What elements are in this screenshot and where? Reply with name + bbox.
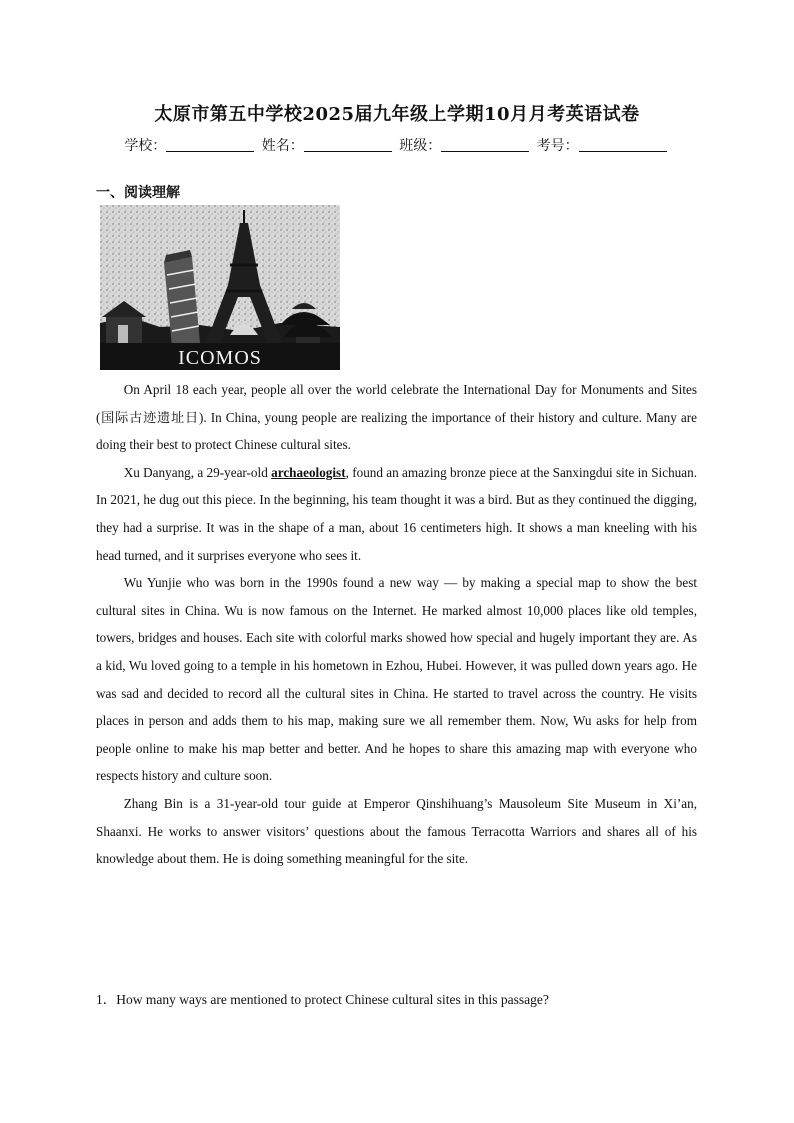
paragraph-2-text-start: Xu Danyang, a 29-year-old	[123, 464, 272, 480]
keyword-archaeologist: archaeologist	[271, 464, 346, 480]
student-info-fields	[0, 135, 794, 155]
passage-paragraph-4: Zhang Bin is a 31-year-old tour guide at Emperor Qinshihuang’s Mausoleum Site Museum in Xi’an, Shaanxi. He works to answer visitors’ questions about the famous Terracotta Warriors and shares all of his knowledge about them. He is doing something meaningful for the site.	[96, 795, 697, 867]
passage-paragraph-2	[96, 459, 697, 569]
class-label: 班级：	[399, 138, 442, 154]
exam-number-label: 考号：	[536, 138, 579, 154]
passage-paragraph-1: On April 18 each year, people all over the world celebrate the International Day for Monuments and Sites (国际古迹遗址日). In China, young people are realizing the importance of their history and culture. Many are doing their best to protect Chinese cultural sites.	[96, 382, 697, 453]
class-blank	[441, 137, 529, 152]
name-blank	[304, 137, 392, 152]
school-blank	[166, 137, 254, 152]
exam-number-field	[537, 135, 670, 155]
question-number: 1．	[96, 992, 117, 1007]
school-label: 学校：	[124, 138, 167, 154]
passage-paragraph-3: Wu Yunjie who was born in the 1990s found a new way — by making a special map to show the best cultural sites in China. Wu is now famous on the Internet. He marked almost 10,000 places like old temples, towers, bridges and houses. Each site with colorful marks showed how special and hugely important they are. As a kid, Wu loved going to a temple in his hometown in Ezhou, Hubei. However, it was pulled down years ago. He was sad and decided to record all the cultural sites in China. He started to travel across the country. He visits places in person and adds them to his map, making sure we all remember them. Now, Wu asks for help from people online to make his map better and better. And he hopes to share this amazing map with everyone who respects history and culture soon.	[96, 575, 697, 784]
exam-number-blank	[579, 137, 667, 152]
exam-title: 太原市第五中学校2025届九年级上学期10月月考英语试卷	[154, 104, 640, 125]
question-1	[96, 989, 697, 1011]
icomos-landmarks-image	[100, 205, 340, 370]
section-heading: 一、阅读理解	[96, 185, 180, 201]
name-field	[262, 135, 395, 155]
class-field	[399, 135, 532, 155]
paragraph-2-text-end: , found an amazing bronze piece at the Sanxingdui site in Sichuan. In 2021, he dug out this piece. In the beginning, his team thought it was a bird. But as they continued the digging, they had a surprise. It was in the shape of a man, about 16 centimeters high. It shows a man kneeling with his head turned, and it surprises everyone who sees it.	[96, 464, 698, 563]
name-label: 姓名：	[261, 138, 304, 154]
reading-passage	[96, 376, 697, 873]
school-field	[124, 135, 257, 155]
question-text: How many ways are mentioned to protect Chinese cultural sites in this passage?	[116, 992, 549, 1007]
icomos-caption: ICOMOS	[178, 347, 262, 369]
